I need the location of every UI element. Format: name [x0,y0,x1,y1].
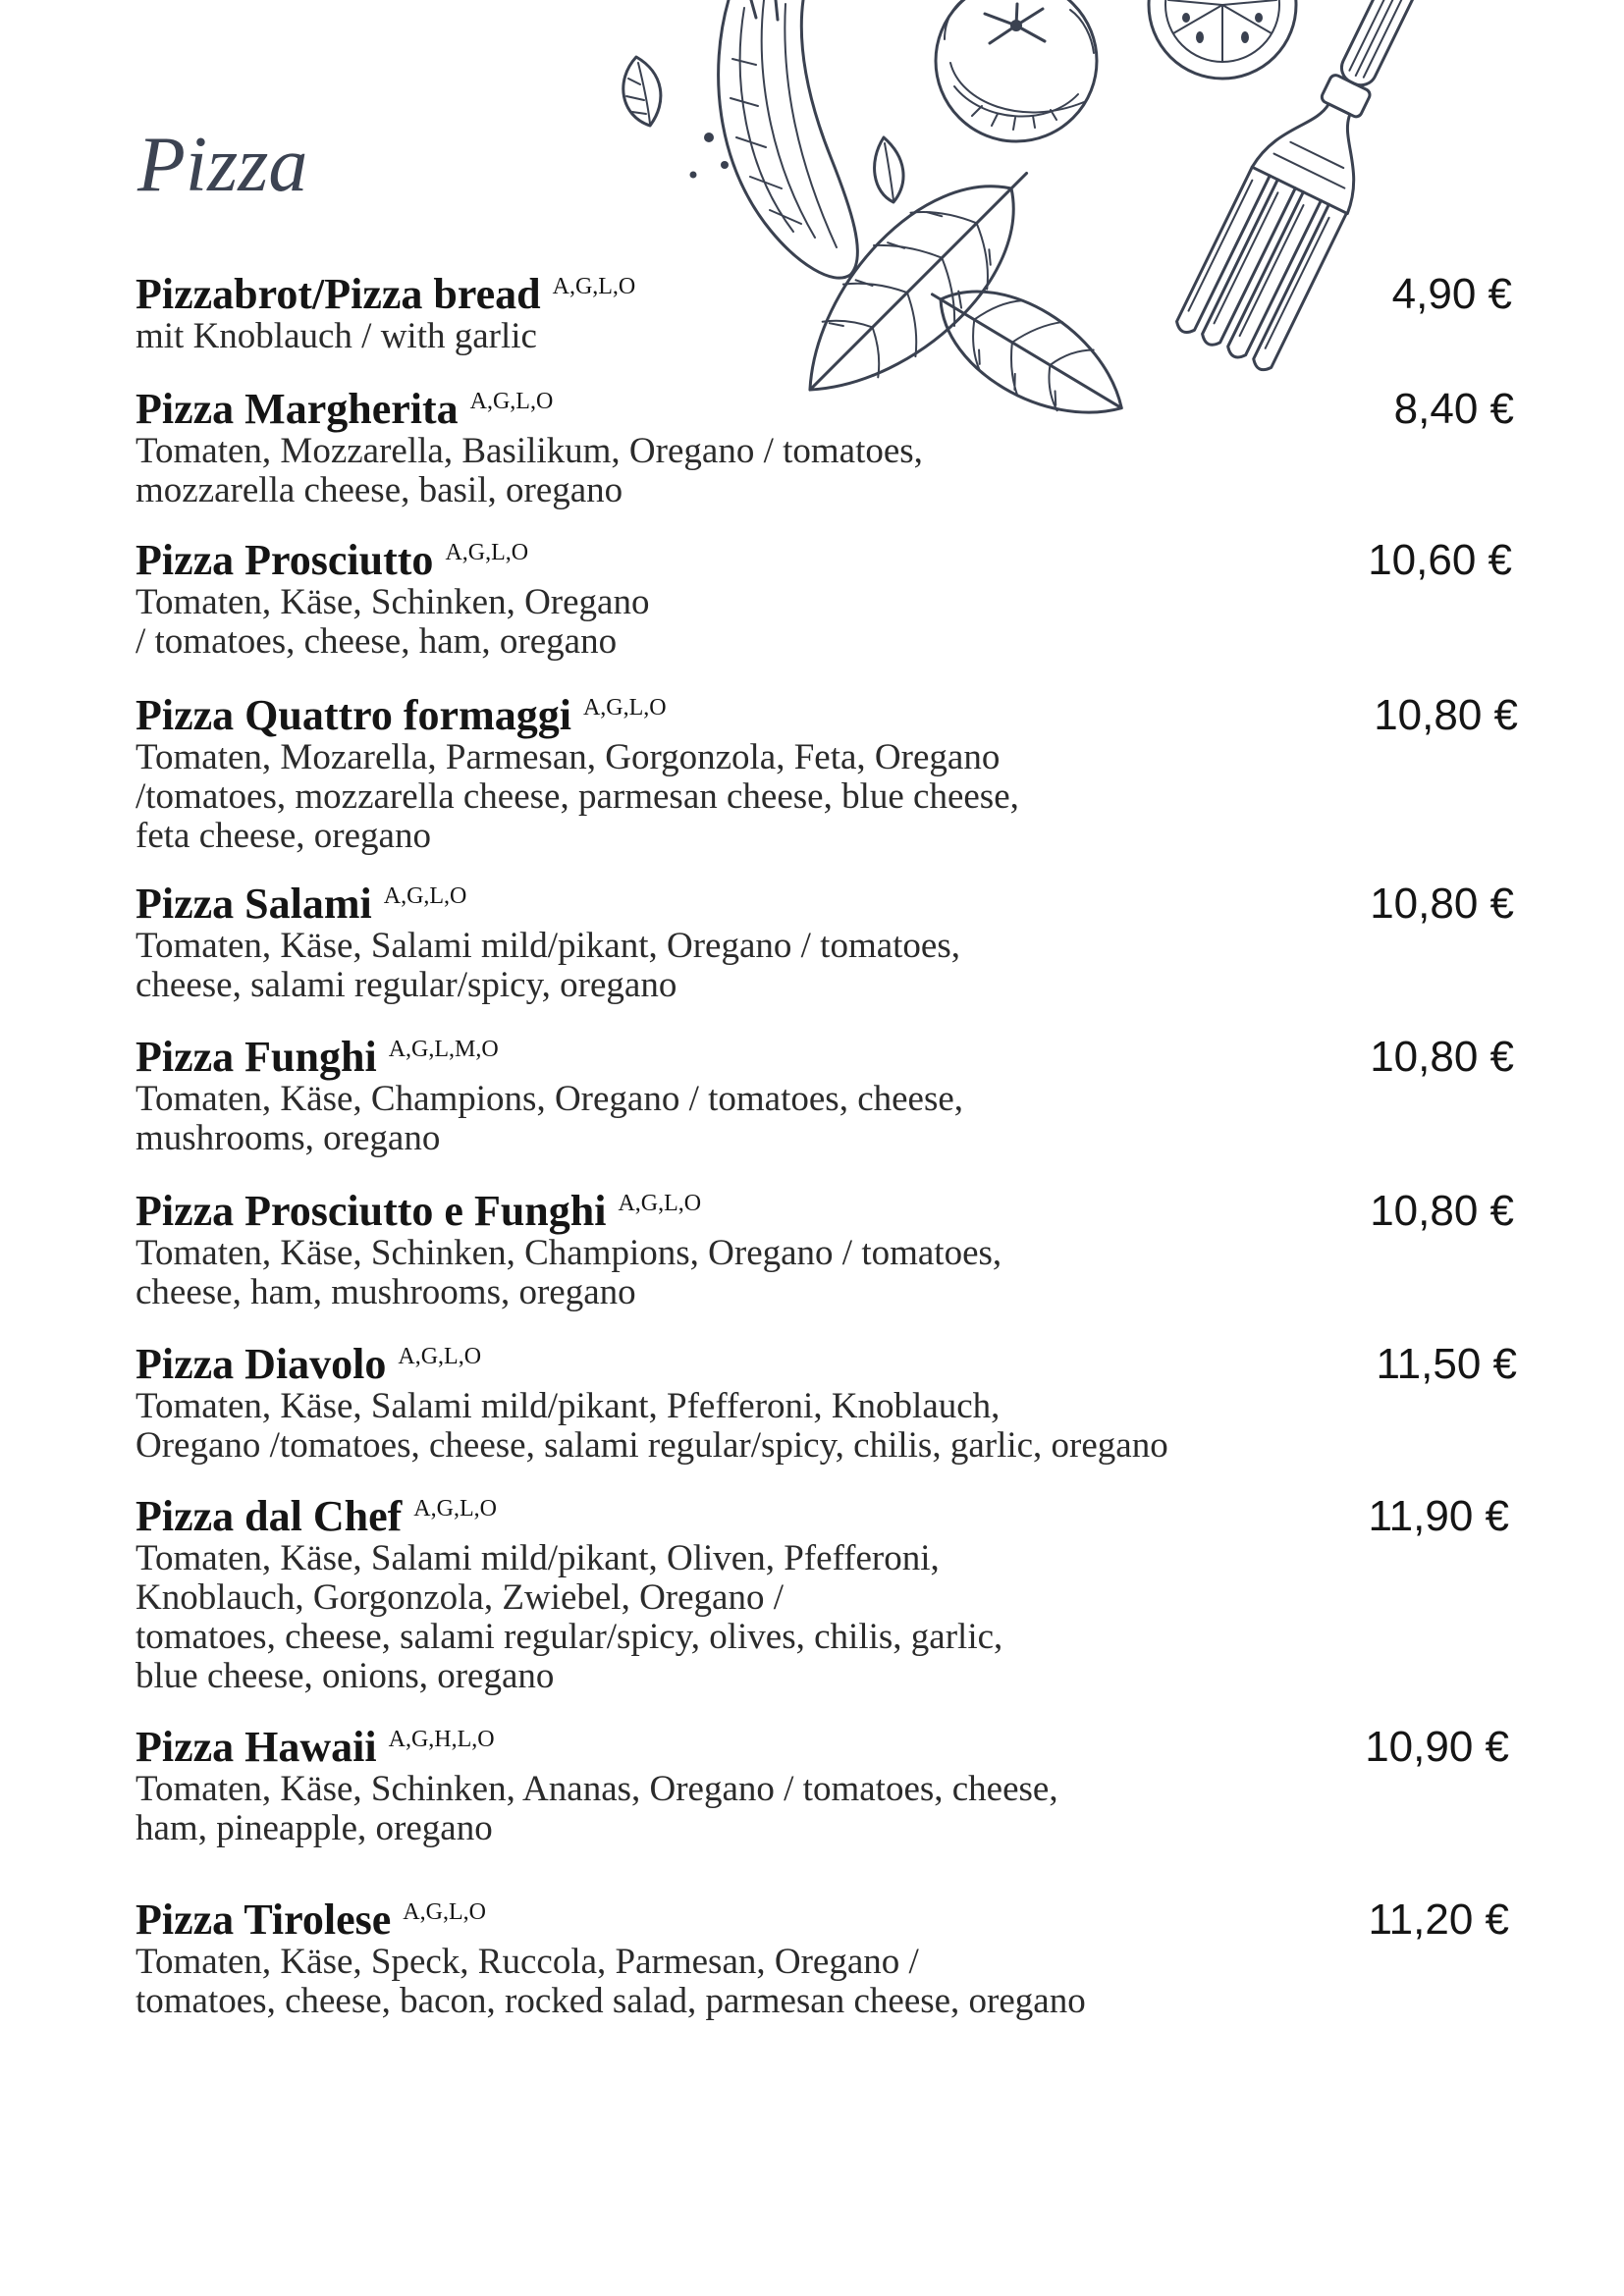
allergen-codes: A,G,L,O [469,389,554,414]
menu-item-name: Pizza Diavolo [135,1340,387,1388]
menu-item [135,1035,1514,1158]
menu-item [135,272,1514,356]
allergen-codes: A,G,L,O [403,1899,486,1925]
menu-item-title [135,272,1514,317]
menu-item-description: Tomaten, Käse, Schinken, Oregano [135,582,650,622]
menu-item-price: 11,20 € [1368,1896,1509,1944]
menu-item-name: Pizza Funghi [135,1033,377,1081]
menu-item-name: Pizza dal Chef [135,1492,403,1540]
allergen-codes: A,G,L,O [383,883,467,909]
menu-item-title [135,1189,1514,1234]
menu-item-description: blue cheese, onions, oregano [135,1656,555,1696]
menu-item-description: Tomaten, Käse, Salami mild/pikant, Pfefferoni, Knoblauch, [135,1386,1001,1426]
menu-item-description: /tomatoes, mozzarella cheese, parmesan cheese, blue cheese, [135,776,1019,817]
menu-item-name: Pizzabrot/Pizza bread [135,270,541,318]
allergen-codes: A,G,L,O [445,540,529,565]
menu-item-name: Pizza Salami [135,880,372,928]
menu-item-description: Knoblauch, Gorgonzola, Zwiebel, Oregano / [135,1577,784,1618]
menu-item-title [135,1342,1514,1387]
allergen-codes: A,G,L,O [582,695,667,721]
menu-item-description: cheese, salami regular/spicy, oregano [135,965,677,1005]
menu-item-description: tomatoes, cheese, bacon, rocked salad, parmesan cheese, oregano [135,1981,1086,2021]
menu-item-description: mushrooms, oregano [135,1118,441,1158]
menu-item-name: Pizza Tirolese [135,1896,392,1944]
menu-item-description: Tomaten, Mozarella, Parmesan, Gorgonzola, Feta, Oregano [135,737,1001,777]
menu-item-title [135,538,1514,583]
menu-item-description: Tomaten, Käse, Schinken, Champions, Oregano / tomatoes, [135,1233,1002,1273]
menu-item-description: feta cheese, oregano [135,816,431,856]
menu-item-title [135,1494,1514,1539]
menu-item [135,881,1514,1005]
menu-item-description: / tomatoes, cheese, ham, oregano [135,621,618,662]
menu-item-price: 11,90 € [1368,1492,1509,1540]
menu-item-title [135,1035,1514,1080]
menu-item-description: mozzarella cheese, basil, oregano [135,470,623,510]
menu-item-description: Tomaten, Käse, Speck, Ruccola, Parmesan, Oregano / [135,1942,919,1982]
menu-item-description: Tomaten, Käse, Schinken, Ananas, Oregano / tomatoes, cheese, [135,1769,1058,1809]
menu-item-price: 10,90 € [1365,1723,1509,1771]
menu-item-title [135,387,1514,432]
menu-item [135,1494,1514,1696]
menu-item [135,1897,1514,2021]
menu-item-name: Pizza Margherita [135,385,459,433]
menu-item-title [135,693,1514,738]
menu-item-title [135,1725,1514,1770]
menu-item-description: tomatoes, cheese, salami regular/spicy, olives, chilis, garlic, [135,1617,1003,1657]
menu-item-price: 10,80 € [1370,880,1514,928]
allergen-codes: A,G,L,O [413,1496,497,1522]
menu-item-description: Tomaten, Käse, Champions, Oregano / tomatoes, cheese, [135,1079,964,1119]
menu-item [135,387,1514,510]
menu-item-name: Pizza Prosciutto e Funghi [135,1187,607,1235]
allergen-codes: A,G,H,L,O [388,1727,495,1752]
allergen-codes: A,G,L,O [618,1191,702,1216]
allergen-codes: A,G,L,O [552,274,636,299]
menu-item-price: 10,80 € [1370,1187,1514,1235]
menu-item [135,691,1518,856]
menu-item-description: Tomaten, Mozzarella, Basilikum, Oregano / tomatoes, [135,431,923,471]
menu-item-price: 10,60 € [1368,536,1512,584]
menu-item-description: Tomaten, Käse, Salami mild/pikant, Oliven, Pfefferoni, [135,1538,940,1578]
allergen-codes: A,G,L,M,O [388,1037,499,1062]
menu-item-price: 11,50 € [1376,1340,1517,1388]
menu-item [135,1340,1517,1466]
menu-item-price: 4,90 € [1391,270,1512,318]
menu-item-description: cheese, ham, mushrooms, oregano [135,1272,636,1312]
menu-item [135,1189,1514,1312]
menu-item-name: Pizza Hawaii [135,1723,377,1771]
menu-item [135,538,1514,662]
menu-item-name: Pizza Prosciutto [135,536,434,584]
menu-item [135,1725,1514,1848]
menu-item-description: ham, pineapple, oregano [135,1808,493,1848]
menu-item-price: 10,80 € [1370,1033,1514,1081]
page-title: Pizza [137,122,308,208]
menu-item-title [135,881,1514,927]
menu-item-description: Oregano /tomatoes, cheese, salami regular/spicy, chilis, garlic, oregano [135,1425,1168,1466]
menu-item-description: mit Knoblauch / with garlic [135,316,537,356]
menu-item-price: 8,40 € [1393,385,1514,433]
menu-item-name: Pizza Quattro formaggi [135,691,571,739]
allergen-codes: A,G,L,O [398,1344,482,1369]
menu-item-description: Tomaten, Käse, Salami mild/pikant, Oregano / tomatoes, [135,926,960,966]
menu-item-title [135,1897,1514,1943]
menu-item-price: 10,80 € [1374,691,1518,739]
